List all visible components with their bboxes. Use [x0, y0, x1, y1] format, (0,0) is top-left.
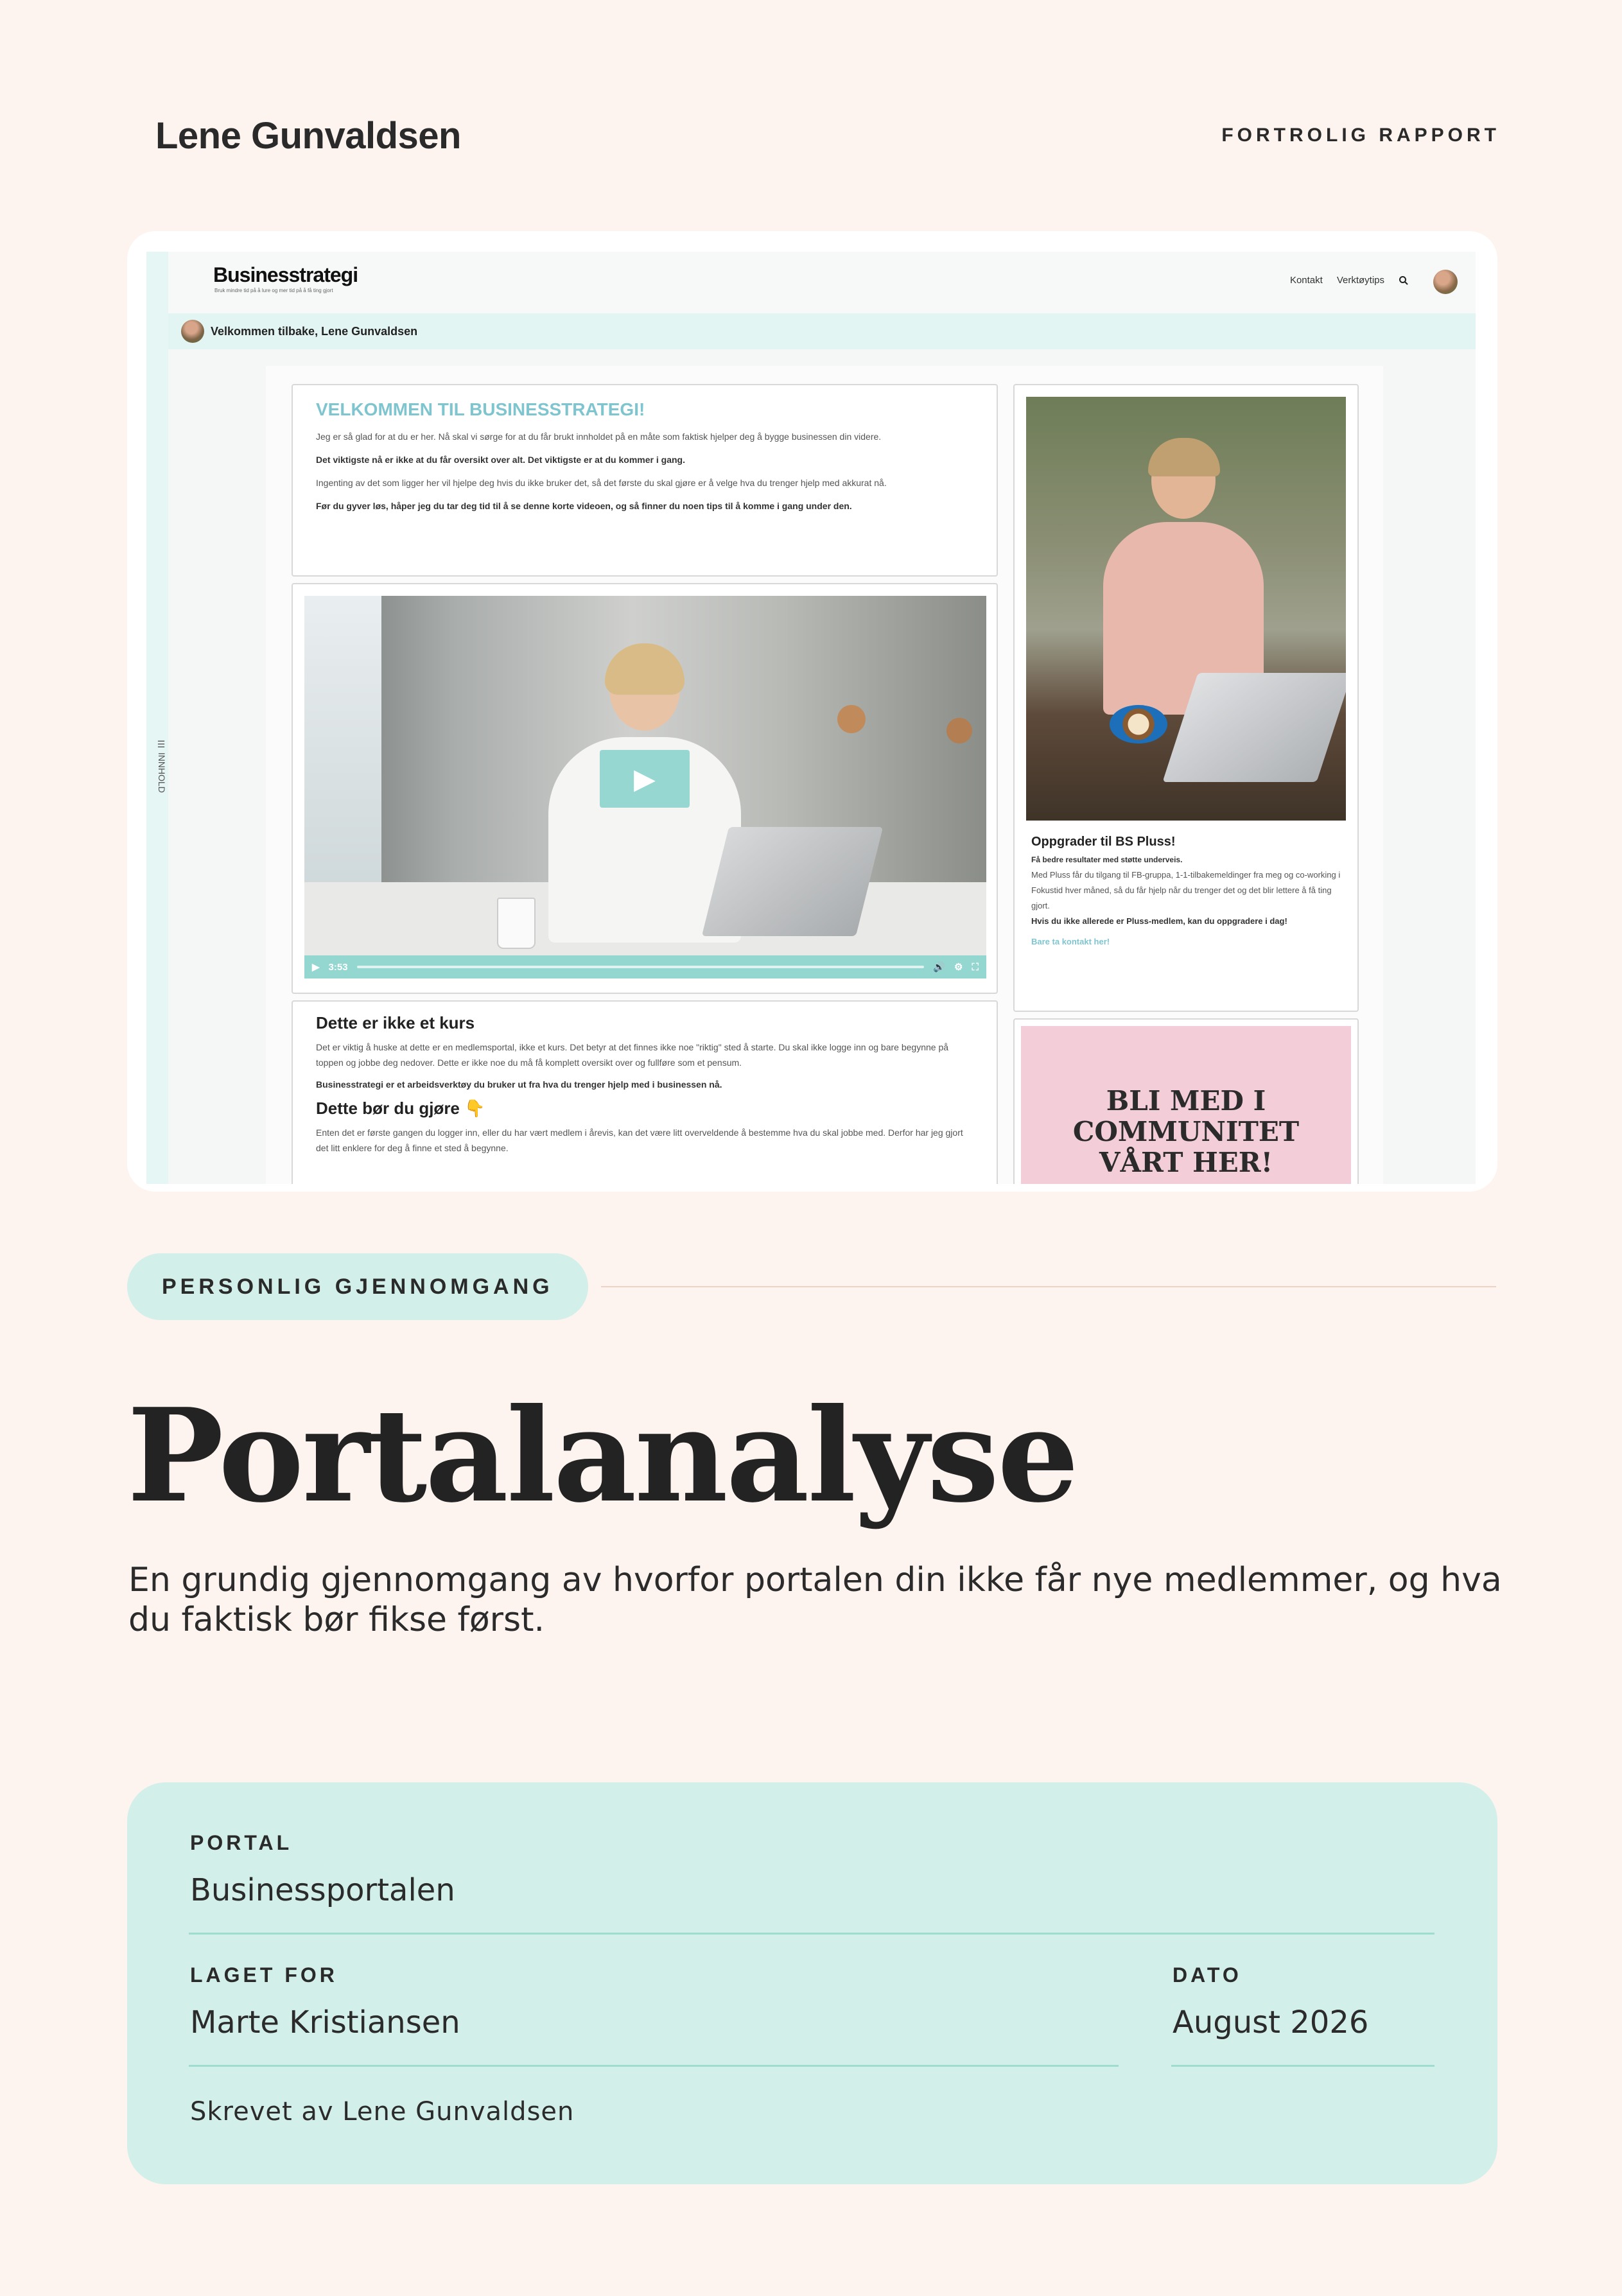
date-label: DATO — [1173, 1963, 1242, 1987]
portal-rule — [189, 1933, 1435, 1935]
video-scene-lamp — [837, 705, 866, 733]
video-scene-mug — [497, 898, 536, 949]
intro-paragraph: Ingenting av det som ligger her vil hjelpe deg hvis du ikke bruker det, så det første du skal gjøre er å velge hva du trenger hjelp med akkurat nå. — [316, 478, 887, 488]
user-avatar[interactable] — [1433, 270, 1458, 294]
for-rule — [189, 2065, 1119, 2067]
for-value: Marte Kristiansen — [190, 2005, 460, 2040]
nav-tools[interactable]: Verktøytips — [1336, 275, 1384, 286]
video-progress-bar[interactable] — [357, 966, 925, 968]
welcome-avatar — [181, 320, 204, 343]
nav-contact[interactable]: Kontakt — [1289, 275, 1323, 286]
video-controls — [304, 955, 986, 978]
upgrade-box — [1013, 384, 1359, 1012]
volume-icon[interactable]: 🔊 — [933, 962, 946, 973]
sidebar-strip — [146, 252, 168, 1184]
portrait-photo — [1026, 397, 1346, 821]
divider-line — [601, 1286, 1496, 1287]
community-banner[interactable]: BLI MED I COMMUNITET VÅRT HER! — [1021, 1026, 1351, 1184]
course-paragraph-bold: Businesstrategi er et arbeidsverktøy du bruker ut fra hva du trenger hjelp med i businessen nå. — [316, 1079, 722, 1090]
portal-value: Businessportalen — [190, 1872, 455, 1908]
upgrade-contact-link[interactable]: Bare ta kontakt her! — [1031, 937, 1110, 946]
confidential-label: FORTROLIG RAPPORT — [1221, 125, 1500, 146]
course-paragraph: Det er viktig å huske at dette er en medlemsportal, ikke et kurs. Det betyr at det finnes ikke noe "riktig" sted å starte. Du skal ikke logge inn og bare begynne på toppen og jobbe deg nedover. Dette er ikke noe du må få komplett oversikt over og fullføre som et pensum. — [316, 1042, 949, 1068]
video-time: 3:53 — [328, 961, 348, 973]
report-info-card — [127, 1782, 1497, 2184]
sidebar-toggle[interactable]: ☰ INNHOLD — [157, 740, 167, 793]
video-scene-lamp — [946, 718, 972, 744]
upgrade-heading: Oppgrader til BS Pluss! — [1031, 835, 1176, 849]
brand-name: Lene Gunvaldsen — [155, 115, 461, 157]
portal-screenshot-card — [127, 231, 1497, 1192]
report-subtitle: En grundig gjennomgang av hvorfor portalen din ikke får nye medlemmer, og hva du faktisk bør fikse først. — [128, 1561, 1502, 1639]
author-credit: Skrevet av Lene Gunvaldsen — [190, 2097, 575, 2126]
video-box — [292, 583, 998, 994]
search-icon[interactable] — [1399, 275, 1409, 286]
settings-icon[interactable]: ⚙ — [954, 962, 963, 973]
community-box — [1013, 1018, 1359, 1184]
site-logo[interactable]: Businesstrategi — [213, 263, 358, 286]
course-box — [292, 1000, 998, 1184]
course-paragraph: Enten det er første gangen du logger inn, eller du har vært medlem i årevis, kan det være litt overveldende å bestemme hva du skal jobbe med. Derfor har jeg gjort det litt enklere for deg å finne et sted å begynne. — [316, 1127, 963, 1153]
intro-heading: VELKOMMEN TIL BUSINESSTRATEGI! — [316, 399, 645, 419]
video-player[interactable] — [304, 596, 986, 978]
portal-label: PORTAL — [190, 1831, 293, 1854]
portal-page — [266, 366, 1383, 1184]
intro-box — [292, 384, 998, 577]
play-small-icon[interactable]: ▶ — [312, 962, 320, 973]
report-title: Portalanalyse — [127, 1380, 1077, 1531]
intro-paragraph-bold: Det viktigste nå er ikke at du får oversikt over alt. Det viktigste er at du kommer i gang. — [316, 455, 685, 465]
site-header — [168, 252, 1476, 313]
fullscreen-icon[interactable]: ⛶ — [972, 961, 979, 973]
date-value: August 2026 — [1173, 2005, 1369, 2040]
upgrade-paragraph-bold: Hvis du ikke allerede er Pluss-medlem, kan du oppgradere i dag! — [1031, 916, 1287, 926]
welcome-text: Velkommen tilbake, Lene Gunvaldsen — [211, 325, 418, 338]
site-nav — [1290, 275, 1409, 286]
section-pill: PERSONLIG GJENNOMGANG — [127, 1253, 588, 1320]
course-heading: Dette er ikke et kurs — [316, 1013, 475, 1032]
for-label: LAGET FOR — [190, 1963, 338, 1987]
course-subheading: Dette bør du gjøre 👇 — [316, 1099, 485, 1118]
intro-paragraph: Jeg er så glad for at du er her. Nå skal vi sørge for at du får brukt innholdet på en måte som faktisk hjelper deg å bygge businessen din videre. — [316, 431, 882, 442]
site-tagline: Bruk mindre tid på å lure og mer tid på å få ting gjort — [214, 288, 333, 293]
intro-paragraph-bold: Før du gyver løs, håper jeg du tar deg tid til å se denne korte videoen, og så finner du noen tips til å komme i gang under den. — [316, 501, 852, 511]
date-rule — [1171, 2065, 1435, 2067]
upgrade-subheading: Få bedre resultater med støtte underveis. — [1031, 855, 1183, 864]
video-scene-laptop — [702, 827, 883, 936]
play-icon[interactable]: ▶ — [600, 750, 690, 808]
coffee-cup — [1110, 705, 1167, 744]
portal-screenshot — [146, 252, 1476, 1184]
welcome-bar — [168, 313, 1476, 349]
upgrade-paragraph: Med Pluss får du tilgang til FB-gruppa, 1-1-tilbakemeldinger fra meg og co-working i Fokustid hver måned, så du får hjelp når du trenger det og det blir lettere å få ting gjort. — [1031, 870, 1341, 910]
